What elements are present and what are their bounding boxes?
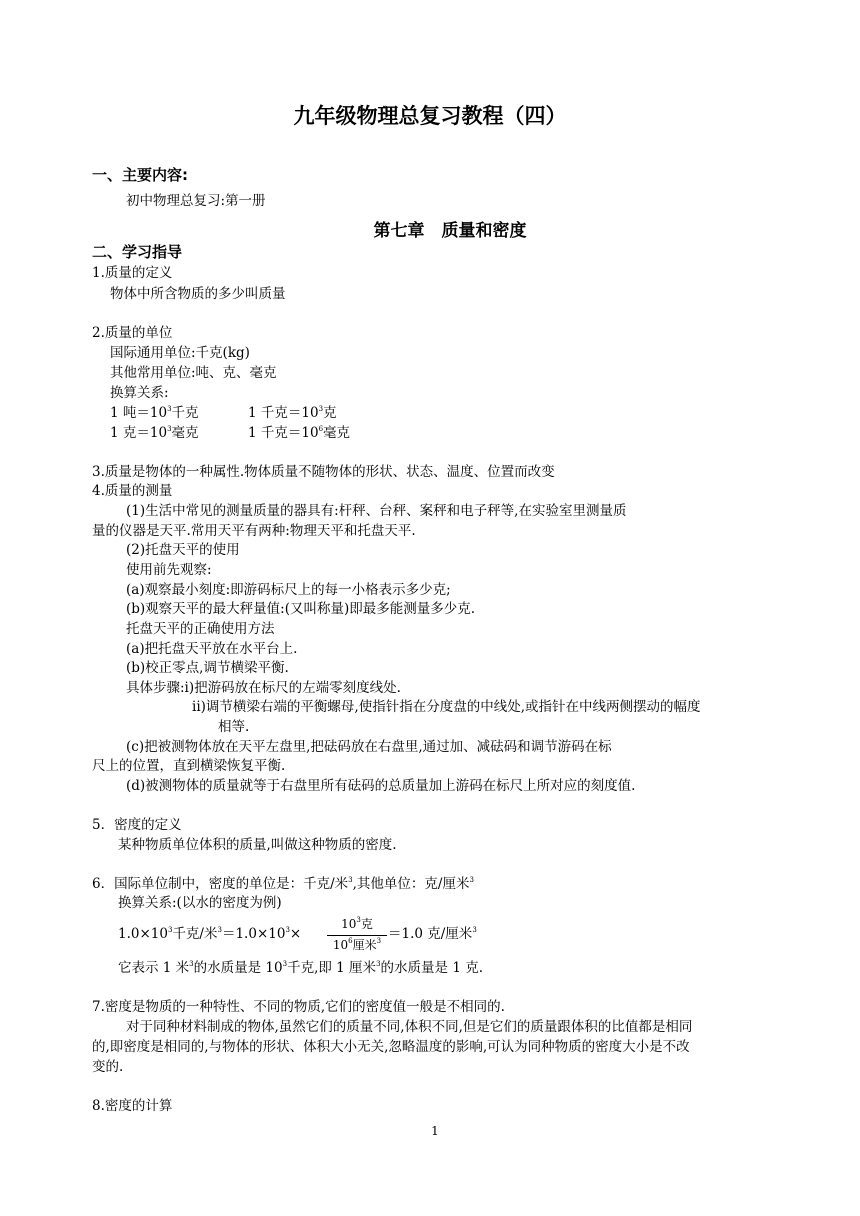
item7-line3: 的,即密度是相同的,与物体的形状、体积大小无关,忽略温度的影响,可认为同种物质的密度大小是不改 bbox=[92, 1039, 690, 1055]
item2-line3: 换算关系: bbox=[110, 385, 169, 401]
item7-line4: 变的. bbox=[92, 1059, 124, 1075]
section1-text: 初中物理总复习:第一册 bbox=[126, 193, 266, 209]
item8-title: 8.密度的计算 bbox=[92, 1098, 173, 1114]
item2-line1: 国际通用单位:千克(kg) bbox=[110, 345, 250, 361]
conversion-ton-kg: 1 吨$=10^3$千克 bbox=[110, 405, 199, 421]
item2-line2: 其他常用单位:吨、克、毫克 bbox=[110, 365, 277, 381]
item4-line14: 尺上的位置，直到横梁恢复平衡. bbox=[92, 758, 286, 774]
page-number: 1 bbox=[431, 1124, 439, 1138]
item4-line6: (b)观察天平的最大秤量值:(又叫称量)即最多能测量多少克. bbox=[126, 601, 476, 617]
item4-line8: (a)把托盘天平放在水平台上. bbox=[126, 641, 298, 657]
item2-title: 2.质量的单位 bbox=[92, 325, 173, 341]
item6-line2: 换算关系:(以水的密度为例) bbox=[118, 895, 282, 911]
item4-line9: (b)校正零点,调节横梁平衡. bbox=[126, 660, 289, 676]
item7-line1: 7.密度是物质的一种特性、不同的物质,它们的密度值一般是不相同的. bbox=[92, 999, 505, 1015]
chapter-title: 第七章 质量和密度 bbox=[373, 221, 527, 241]
document-title: 九年级物理总复习教程（四） bbox=[293, 104, 567, 128]
density-formula-left: $1.0\times 10^3$千克/米$^3=1.0\times 10^3\times$ bbox=[118, 926, 302, 942]
item4-line15: (d)被测物体的质量就等于右盘里所有砝码的总质量加上游码在标尺上所对应的刻度值. bbox=[126, 778, 636, 794]
item1-text: 物体中所含物质的多少叫质量 bbox=[110, 286, 286, 302]
conversion-g-mg: 1 克$=10^3$毫克 bbox=[110, 425, 199, 441]
conversion-kg-g: 1 千克$=10^3$克 bbox=[248, 405, 337, 421]
fraction-denominator: $10^6$厘米$^3$ bbox=[332, 937, 382, 952]
density-formula-right: ＝1.0 克/厘米$^3$ bbox=[388, 926, 477, 942]
item4-line3: (2)托盘天平的使用 bbox=[126, 542, 240, 558]
item4-line13: (c)把被测物体放在天平左盘里,把砝码放在右盘里,通过加、减砝码和调节游码在标 bbox=[126, 739, 612, 755]
item5-title: 5．密度的定义 bbox=[92, 817, 182, 833]
item5-text: 某种物质单位体积的质量,叫做这种物质的密度. bbox=[118, 837, 397, 853]
item4-line1: (1)生活中常见的测量质量的器具有:杆秤、台秤、案秤和电子秤等,在实验室里测量质 bbox=[126, 503, 627, 519]
item4-line11: ii)调节横梁右端的平衡螺母,使指针指在分度盘的中线处,或指针在中线两侧摆动的幅度 bbox=[192, 699, 701, 715]
item4-line12: 相等. bbox=[218, 719, 250, 735]
item4-line10: 具体步骤:i)把游码放在标尺的左端零刻度线处. bbox=[126, 680, 401, 696]
item6-line1: 6．国际单位制中，密度的单位是：千克/米$^3$,其他单位：克/厘米$^3$ bbox=[92, 876, 474, 892]
item3-text: 3.质量是物体的一种属性.物体质量不随物体的形状、状态、温度、位置而改变 bbox=[92, 464, 555, 480]
item4-line4: 使用前先观察: bbox=[126, 562, 212, 578]
item7-line2: 对于同种材料制成的物体,虽然它们的质量不同,体积不同,但是它们的质量跟体积的比值都是相同 bbox=[126, 1019, 693, 1035]
section1-heading: 一、主要内容: bbox=[92, 166, 188, 184]
item4-title: 4.质量的测量 bbox=[92, 483, 173, 499]
conversion-kg-mg: 1 千克$=10^6$毫克 bbox=[248, 425, 351, 441]
item4-line7: 托盘天平的正确使用方法 bbox=[126, 621, 275, 637]
fraction-bar bbox=[327, 935, 387, 936]
density-fraction bbox=[327, 916, 387, 955]
item4-line2: 量的仪器是天平.常用天平有两种:物理天平和托盘天平. bbox=[92, 523, 416, 539]
item4-line5: (a)观察最小刻度:即游码标尺上的每一小格表示多少克; bbox=[126, 582, 451, 598]
item1-title: 1.质量的定义 bbox=[92, 265, 173, 281]
fraction-numerator: $10^3$克 bbox=[341, 916, 373, 931]
item6-line4: 它表示 1 米$^3$的水质量是 $10^3$千克,即 1 厘米$^3$的水质量是 1 克. bbox=[118, 960, 483, 976]
section2-heading: 二、学习指导 bbox=[92, 243, 183, 261]
